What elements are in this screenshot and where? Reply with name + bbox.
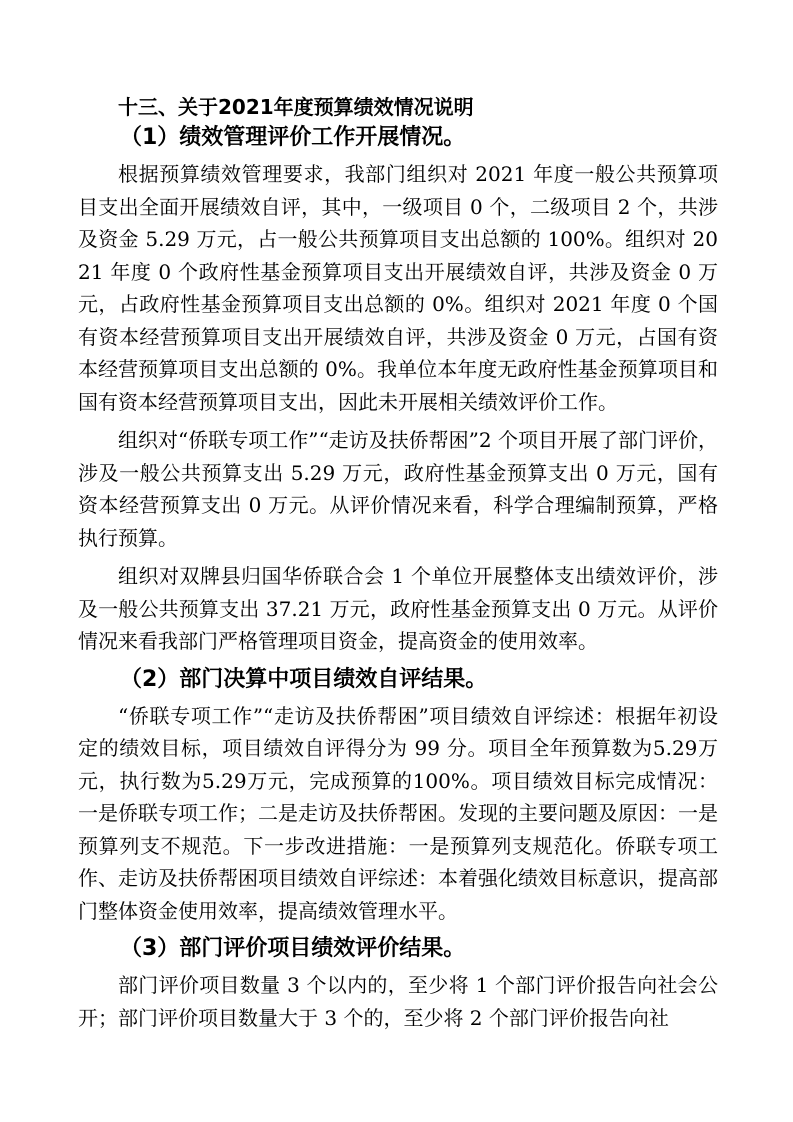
paragraph-1-1: 根据预算绩效管理要求，我部门组织对 2021 年度一般公共预算项目支出全面开展绩效自评，其中，一级项目 0 个，二级项目 2 个，共涉及资金 5.29 万元，占一般公共预算项目支出总额的 100%。组织对 2021 年度 0 个政府性基金预算项目支出开展绩效自评，共涉及资金 0 万元，占政府性基金预算项目支出总额的 0%。组织对 2021 年度 0 个国有资本经营预算项目支出开展绩效自评，共涉及资金 0 万元，占国有资本经营预算项目支出总额的 0%。我单位本年度无政府性基金预算项目和国有资本经营预算项目支出，因此未开展相关绩效评价工作。	[78, 162, 718, 414]
paragraph-3-1: 部门评价项目数量 3 个以内的，至少将 1 个部门评价报告向社会公开；部门评价项目数量大于 3 个的，至少将 2 个部门评价报告向社	[78, 973, 718, 1030]
section-heading: 十三、关于2021年度预算绩效情况说明	[118, 95, 474, 119]
subsection-title-2: （2）部门决算中项目绩效自评结果。	[120, 666, 488, 692]
subsection-title-3: （3）部门评价项目绩效评价结果。	[120, 936, 466, 961]
subsection-title-1: （1）绩效管理评价工作开展情况。	[120, 125, 466, 150]
paragraph-1-2: 组织对“侨联专项工作”“走访及扶侨帮困”2 个项目开展了部门评价，涉及一般公共预算支出 5.29 万元，政府性基金预算支出 0 万元，国有资本经营预算支出 0 万元。从评价情况来看，科学合理编制预算，严格执行预算。	[78, 428, 718, 550]
paragraph-2-1: “侨联专项工作”“走访及扶侨帮困”项目绩效自评综述：根据年初设定的绩效目标，项目绩效自评得分为 99 分。项目全年预算数为5.29万元，执行数为5.29万元，完成预算的100%。项目绩效目标完成情况：一是侨联专项工作；二是走访及扶侨帮困。发现的主要问题及原因：一是预算列支不规范。下一步改进措施：一是预算列支规范化。侨联专项工作、走访及扶侨帮困项目绩效自评综述：本着强化绩效目标意识，提高部门整体资金使用效率，提高绩效管理水平。	[78, 703, 718, 923]
paragraph-1-3: 组织对双牌县归国华侨联合会 1 个单位开展整体支出绩效评价，涉及一般公共预算支出 37.21 万元，政府性基金预算支出 0 万元。从评价情况来看我部门严格管理项目资金，提高资金的使用效率。	[78, 564, 718, 653]
document-content	[78, 92, 718, 1040]
